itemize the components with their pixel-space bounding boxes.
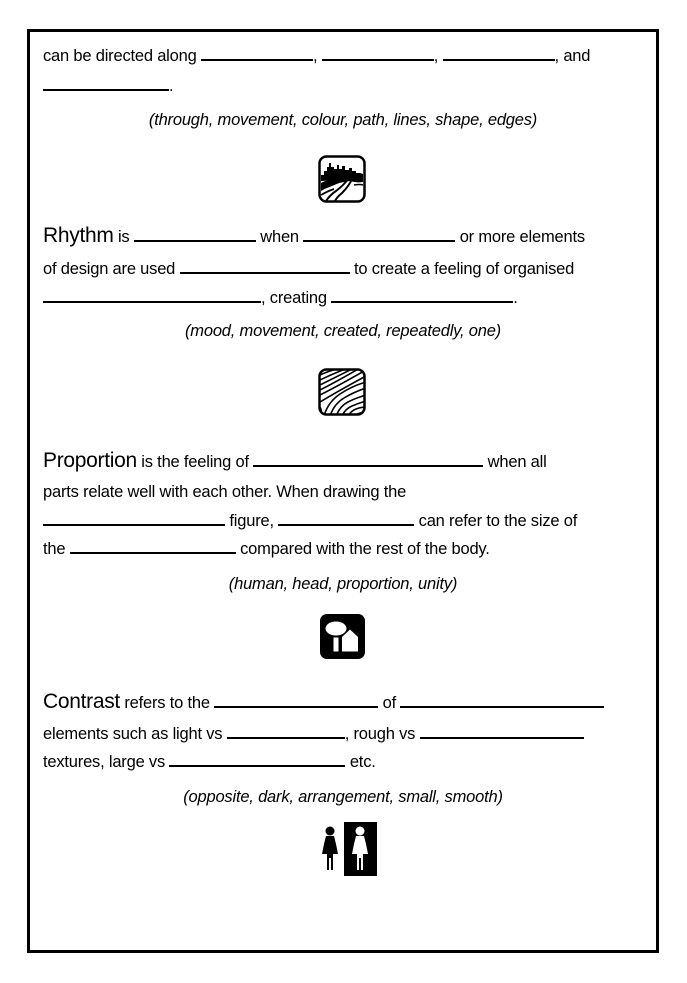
tree-house-icon xyxy=(319,613,366,660)
sentence-text: etc. xyxy=(349,753,376,771)
rhythm-line-1 xyxy=(43,226,585,247)
fill-blank[interactable] xyxy=(303,226,455,242)
term-heading: Rhythm xyxy=(43,224,114,247)
sentence-text: , xyxy=(433,47,439,65)
fill-blank[interactable] xyxy=(43,75,169,91)
proportion-line-1 xyxy=(43,451,547,472)
fill-blank[interactable] xyxy=(331,287,513,303)
fill-blank[interactable] xyxy=(214,692,378,708)
sentence-text: figure, xyxy=(229,512,274,530)
sentence-text: , and xyxy=(554,47,591,65)
sentence-text: . xyxy=(513,289,518,307)
lines-sentence-line-1 xyxy=(43,45,590,66)
sentence-text: the xyxy=(43,540,66,558)
sentence-text: to create a feeling of organised xyxy=(353,260,575,278)
sentence-text: , rough vs xyxy=(344,725,416,743)
fill-blank[interactable] xyxy=(278,510,414,526)
sentence-text: can refer to the size of xyxy=(418,512,578,530)
sentence-text: elements such as light vs xyxy=(43,725,223,743)
proportion-line-4 xyxy=(43,538,490,559)
fill-blank[interactable] xyxy=(420,723,584,739)
fill-blank[interactable] xyxy=(253,451,483,467)
term-heading: Contrast xyxy=(43,690,120,713)
sentence-text: of design are used xyxy=(43,260,176,278)
term-heading: Proportion xyxy=(43,449,137,472)
contrast-line-3 xyxy=(43,751,376,772)
landscape-path-icon xyxy=(318,155,366,203)
fill-blank[interactable] xyxy=(180,258,350,274)
fill-blank[interactable] xyxy=(134,226,256,242)
sentence-text: textures, large vs xyxy=(43,753,166,771)
fill-blank[interactable] xyxy=(201,45,313,61)
sentence-text: can be directed along xyxy=(43,47,197,65)
contrast-line-2 xyxy=(43,723,584,744)
sentence-text: compared with the rest of the body. xyxy=(240,540,490,558)
word-bank-hint: (human, head, proportion, unity) xyxy=(228,575,458,593)
sentence-text: is xyxy=(117,228,130,246)
sentence-text: refers to the xyxy=(124,694,210,712)
sentence-text: parts relate well with each other. When drawing the xyxy=(43,483,407,501)
lines-sentence-line-2 xyxy=(43,75,173,96)
fill-blank[interactable] xyxy=(169,751,345,767)
wavy-lines-icon xyxy=(318,368,366,416)
sentence-text: is the feeling of xyxy=(141,453,249,471)
sentence-text: , xyxy=(312,47,318,65)
proportion-line-2 xyxy=(43,482,406,502)
fill-blank[interactable] xyxy=(227,723,345,739)
fill-blank[interactable] xyxy=(400,692,604,708)
word-bank-hint: (opposite, dark, arrangement, small, smooth) xyxy=(183,788,503,806)
fill-blank[interactable] xyxy=(43,510,225,526)
sentence-text: when all xyxy=(487,453,547,471)
fill-blank[interactable] xyxy=(443,45,555,61)
contrast-figures-icon xyxy=(317,822,377,876)
word-bank-hint: (mood, movement, created, repeatedly, one) xyxy=(185,322,501,340)
proportion-line-3 xyxy=(43,510,577,531)
fill-blank[interactable] xyxy=(322,45,434,61)
sentence-text: , creating xyxy=(261,289,327,307)
rhythm-line-2 xyxy=(43,258,574,279)
fill-blank[interactable] xyxy=(70,538,236,554)
sentence-text: when xyxy=(260,228,299,246)
sentence-text: of xyxy=(382,694,396,712)
contrast-line-1 xyxy=(43,692,604,713)
sentence-text: or more elements xyxy=(459,228,585,246)
rhythm-line-3 xyxy=(43,287,518,308)
word-bank-hint: (through, movement, colour, path, lines, shape, edges) xyxy=(148,111,538,129)
fill-blank[interactable] xyxy=(43,287,261,303)
sentence-text: . xyxy=(169,77,174,95)
